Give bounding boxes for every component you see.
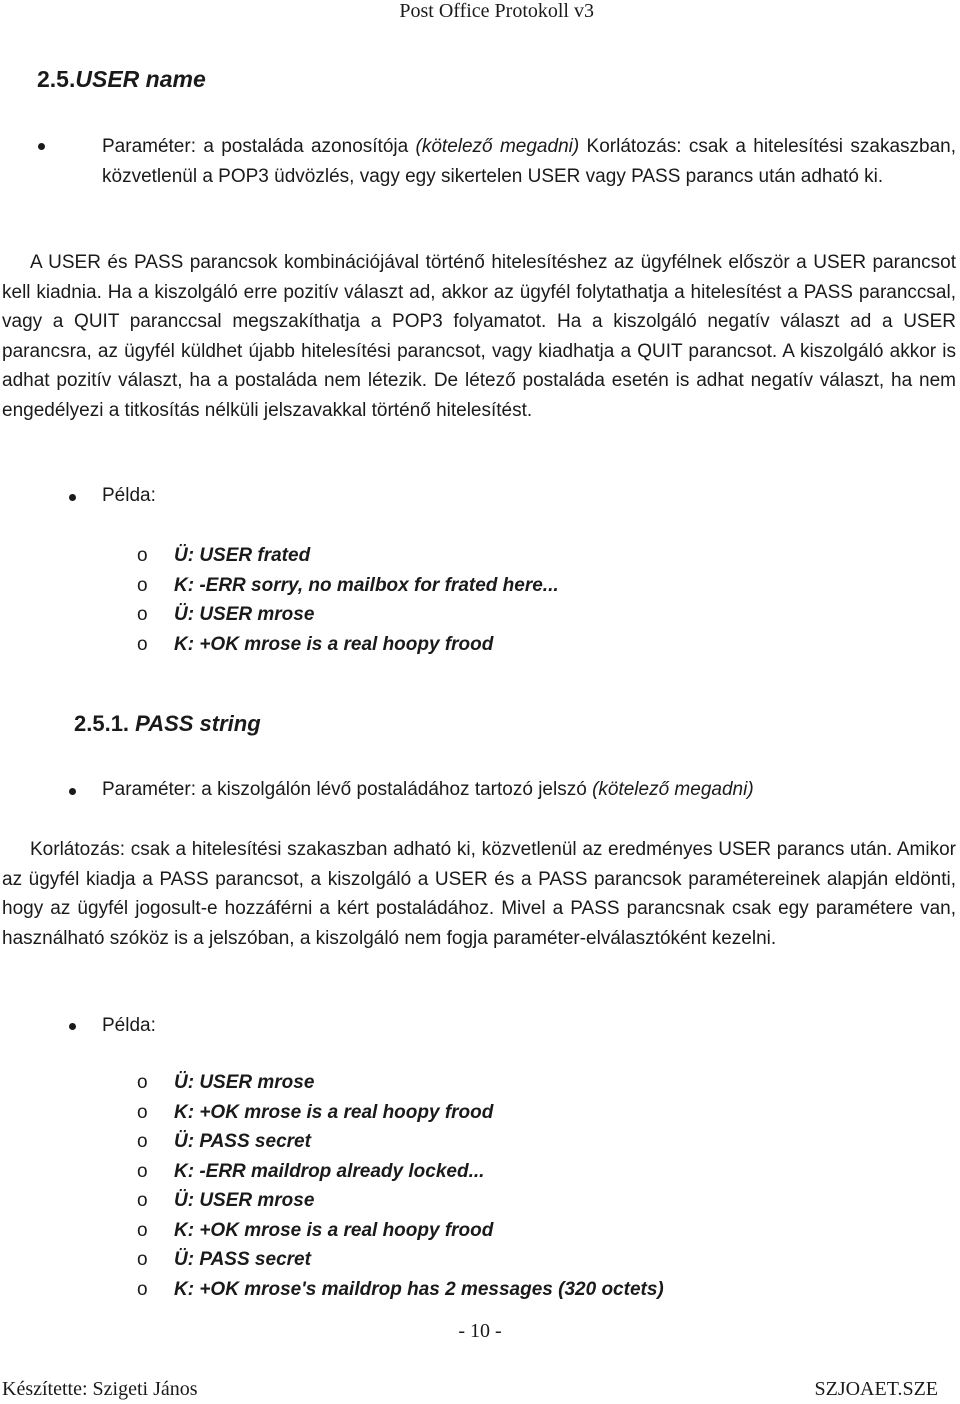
section-param-bullet (102, 132, 956, 191)
list-item: o Ü: PASS secret (137, 1131, 311, 1152)
bullet-icon (69, 494, 76, 501)
section-paragraph (2, 248, 956, 425)
page-number: - 10 - (458, 1320, 502, 1342)
list-item: o Ü: USER frated (137, 545, 311, 566)
list-item: o Ü: PASS secret (137, 1249, 311, 1270)
bullet-icon (38, 143, 45, 150)
header-title: Post Office Protokoll v3 (399, 0, 594, 22)
footer-school: SZJOAET.SZE (814, 1378, 938, 1400)
section-heading (37, 64, 206, 94)
example-list (137, 1068, 897, 1304)
list-item: o K: +OK mrose is a real hoopy frood (137, 1219, 494, 1241)
subsection-number: 2.5.1. (74, 711, 130, 736)
param-suffix: Korlátozás: csak a hitelesítési szakaszban, közvetlenül a POP3 üdvözlés, vagy egy sikertelen USER vagy PASS parancs után adható ki. (102, 136, 956, 187)
paragraph-text: A USER és PASS parancsok kombinációjával történő hitelesítéshez az ügyfélnek először a USER parancsot kell kiadnia. Ha a kiszolgáló erre pozitív választ ad, akkor az ügyfél folytathatja a hitelesítést a PASS paranccsal, vagy a QUIT paranccsal megszakíthatja a POP3 folyamatot. Ha a kiszolgáló negatív választ ad a USER parancsra, az ügyfél küldhet újabb hitelesítési parancsot, vagy kiadhatja a QUIT parancsot. A kiszolgáló akkor is adhat pozitív választ, ha a postaláda nem létezik. De létező postaláda esetén is adhat negatív választ, ha nem engedélyezi a titkosítás nélküli jelszavakkal történő hitelesítést. (2, 252, 956, 421)
list-item: o K: +OK mrose is a real hoopy frood (137, 633, 494, 655)
param-prefix: Paraméter: a kiszolgálón lévő postaládához tartozó jelszó (102, 779, 593, 800)
param-required-note: (kötelező megadni) (415, 136, 580, 157)
list-item: o K: -ERR maildrop already locked... (137, 1160, 485, 1182)
footer-author: Készítette: Szigeti János (2, 1378, 198, 1400)
subsection-title: PASS string (135, 711, 261, 736)
example-list (137, 541, 837, 659)
param-prefix: Paraméter: a postaláda azonosítója (102, 136, 416, 157)
list-item: o Ü: USER mrose (137, 604, 315, 625)
subsection-paragraph (2, 835, 956, 953)
example-label: Példa: (102, 485, 156, 506)
list-item: o K: +OK mrose is a real hoopy frood (137, 1101, 494, 1123)
list-item: o K: +OK mrose's maildrop has 2 messages (320 octets) (137, 1278, 664, 1300)
section-title: USER name (75, 66, 206, 92)
example-label: Példa: (102, 1015, 156, 1036)
paragraph-text: Korlátozás: csak a hitelesítési szakaszban adható ki, közvetlenül az eredményes USER parancs után. Amikor az ügyfél kiadja a PASS parancsot, a kiszolgáló a USER és a PASS parancsok paramétereinek alapján eldönti, hogy az ügyfél jogosult-e hozzáférni a kért postaládához. Mivel a PASS parancsnak csak egy paramétere van, használható szóköz is a jelszóban, a kiszolgáló nem fogja paraméter-elválasztóként kezelni. (2, 839, 956, 949)
page-header (0, 0, 960, 22)
section-number: 2.5. (37, 66, 76, 92)
subsection-heading (74, 709, 261, 739)
param-required-note: (kötelező megadni) (592, 779, 754, 800)
list-item: o Ü: USER mrose (137, 1072, 315, 1093)
subsection-param-bullet (102, 775, 956, 805)
bullet-icon (69, 1023, 76, 1030)
bullet-icon (69, 788, 76, 795)
list-item: o K: -ERR sorry, no mailbox for frated here... (137, 574, 559, 596)
list-item: o Ü: USER mrose (137, 1190, 315, 1211)
